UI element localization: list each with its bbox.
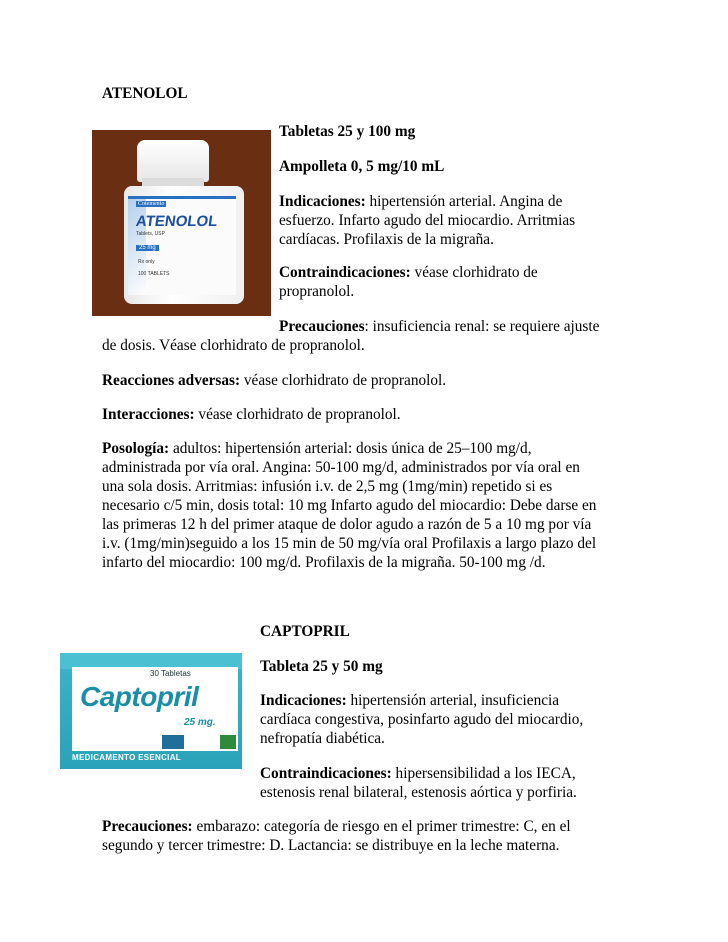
captopril-presentation: Tableta 25 y 50 mg [260, 658, 383, 675]
atenolol-presentation-tablets: Tabletas 25 y 100 mg [279, 123, 416, 140]
captopril-precauciones: Precauciones: embarazo: categoría de riesgo en el primer trimestre: C, en el segundo y tercer trimestre: D. Lactancia: se distribuye en la leche materna. [102, 818, 571, 854]
atenolol-precauciones-cont: de dosis. Véase clorhidrato de propranolol. [102, 337, 365, 354]
atenolol-reacciones: Reacciones adversas: véase clorhidrato de propranolol. [102, 372, 447, 389]
seal-icon [220, 735, 236, 749]
atenolol-posologia: Posología: adultos: hipertensión arterial: dosis única de 25–100 mg/d, administrada por vía oral. Angina: 50-100 mg/d, administrados por vía oral en una sola dosis. Arritmias: infusión i.v. de 2,5 mg (1mg/min) repetido si es necesario c/5 min, dosis total: 10 mg Infarto agudo del miocardio: Debe darse en las primeras 12 h del primer ataque de dolor agudo a razón de 5 a 10 mg por vía i.v. (1mg/min)seguido a los 15 min de 50 mg/vía oral Profilaxis a largo plazo del infarto del miocardio: 100 mg/d. Profilaxis de la migraña. 50-100 mg /d. [102, 440, 597, 571]
captopril-indicaciones: Indicaciones: hipertensión arterial, insuficiencia cardíaca congestiva, posinfarto agudo del miocardio, nefropatía diabética. [260, 692, 584, 747]
atenolol-precauciones: Precauciones: insuficiencia renal: se requiere ajuste [279, 318, 600, 335]
captopril-contraindicaciones: Contraindicaciones: hipersensibilidad a los IECA, estenosis renal bilateral, estenosis aórtica y porfiria. [260, 765, 577, 801]
atenolol-contraindicaciones: Contraindicaciones: véase clorhidrato de propranolol. [279, 264, 538, 300]
atenolol-presentation-ampoule: Ampolleta 0, 5 mg/10 mL [279, 158, 445, 175]
atenolol-bottle-image [92, 130, 271, 316]
bottle-label: Cotemento ATENOLOL Tablets, USP 25 mg Rx only 100 TABLETS [128, 196, 236, 295]
bottle-cap [137, 140, 209, 182]
atenolol-title: ATENOLOL [102, 85, 188, 102]
captopril-box-image: 30 Tabletas Captopril 25 mg. MEDICAMENTO ESENCIAL [60, 653, 242, 769]
atenolol-interacciones: Interacciones: véase clorhidrato de propranolol. [102, 406, 401, 423]
atenolol-indicaciones: Indicaciones: hipertensión arterial. Angina de esfuerzo. Infarto agudo del miocardio. Arritmias cardíacas. Profilaxis de la migraña. [279, 193, 576, 248]
manufacturer-logo-icon [162, 735, 184, 749]
captopril-title: CAPTOPRIL [260, 623, 350, 640]
